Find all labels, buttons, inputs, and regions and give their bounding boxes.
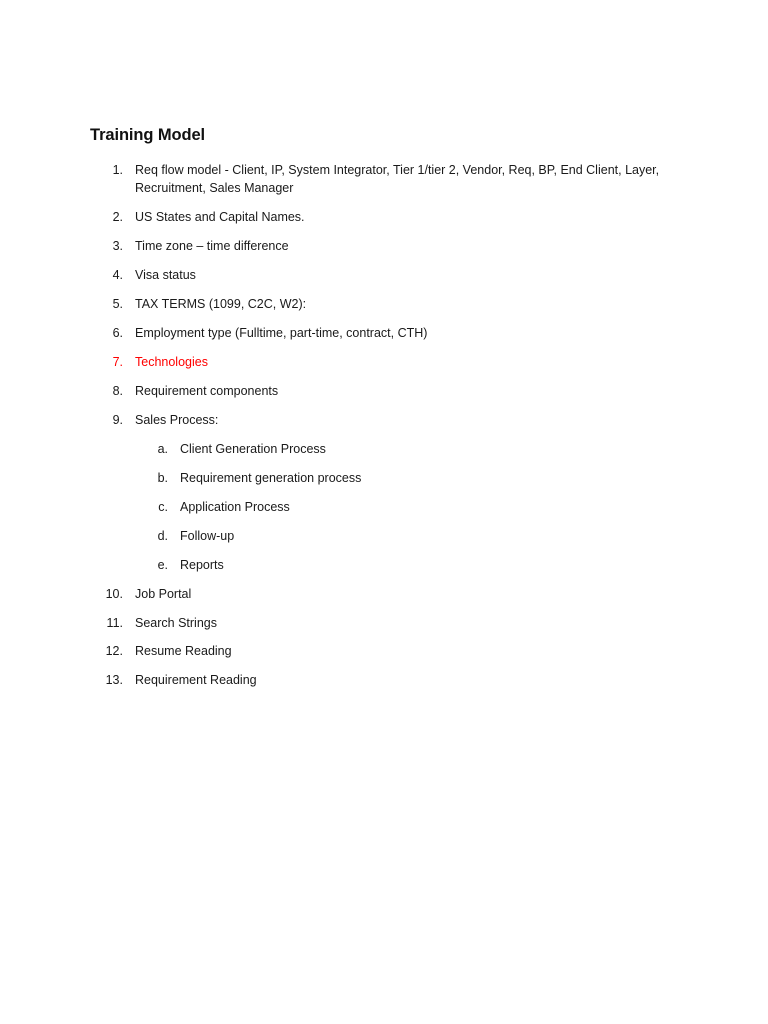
list-item bbox=[101, 324, 701, 342]
list-item-text: Requirement Reading bbox=[135, 673, 257, 687]
list-item-number: 5. bbox=[112, 297, 123, 311]
sub-list-item-text: Client Generation Process bbox=[180, 442, 326, 456]
list-item-highlighted bbox=[101, 353, 701, 371]
list-item bbox=[101, 642, 701, 660]
sub-list-item-text: Reports bbox=[180, 558, 224, 572]
sub-list-item-text: Requirement generation process bbox=[180, 471, 362, 485]
list-item-text: Req flow model - Client, IP, System Integrator, Tier 1/tier 2, Vendor, Req, BP, End Client, Layer, bbox=[135, 163, 660, 177]
list-item bbox=[101, 161, 701, 197]
list-item bbox=[101, 237, 701, 255]
sub-list-item-letter: e. bbox=[157, 558, 168, 572]
list-item bbox=[101, 585, 701, 603]
list-item-number: 3. bbox=[112, 239, 123, 253]
list-item-text: Visa status bbox=[135, 268, 196, 282]
sub-list-item-letter: c. bbox=[158, 500, 168, 514]
list-item-number: 7. bbox=[112, 355, 123, 369]
list-item-text: Employment type (Fulltime, part-time, contract, CTH) bbox=[135, 326, 428, 340]
list-item-text: TAX TERMS (1099, C2C, W2): bbox=[135, 297, 307, 311]
list-item-text: Requirement components bbox=[135, 384, 279, 398]
list-item-number: 12. bbox=[105, 644, 123, 658]
sub-list-item bbox=[146, 527, 646, 545]
list-item-text: US States and Capital Names. bbox=[135, 210, 305, 224]
sub-list-item-text: Application Process bbox=[180, 500, 290, 514]
list-item bbox=[101, 411, 701, 429]
list-item-text: Search Strings bbox=[135, 616, 217, 630]
sub-list-item bbox=[146, 556, 646, 574]
sub-list-item bbox=[146, 440, 646, 458]
document-title: Training Model bbox=[90, 126, 206, 144]
list-item-text: Time zone – time difference bbox=[135, 239, 289, 253]
sub-list-item-letter: b. bbox=[157, 471, 168, 485]
list-item-number: 8. bbox=[112, 384, 123, 398]
list-item-number: 13. bbox=[105, 673, 123, 687]
list-item bbox=[101, 208, 701, 226]
list-item bbox=[101, 614, 701, 632]
list-item-number: 6. bbox=[112, 326, 123, 340]
sub-list-item-letter: d. bbox=[157, 529, 168, 543]
list-item-number: 11. bbox=[106, 616, 123, 630]
list-item-text: Sales Process: bbox=[135, 413, 219, 427]
list-item-text-continued: Recruitment, Sales Manager bbox=[135, 181, 294, 195]
list-item-text: Technologies bbox=[135, 355, 208, 369]
list-item-number: 1. bbox=[112, 163, 123, 177]
list-item-number: 4. bbox=[112, 268, 123, 282]
sub-list-item bbox=[146, 469, 646, 487]
list-item-number: 10. bbox=[105, 587, 123, 601]
list-item-number: 2. bbox=[112, 210, 123, 224]
sub-list-item-letter: a. bbox=[157, 442, 168, 456]
list-item-number: 9. bbox=[112, 413, 123, 427]
list-item bbox=[101, 295, 701, 313]
list-item bbox=[101, 382, 701, 400]
list-item-text: Job Portal bbox=[135, 587, 192, 601]
sub-list-item bbox=[146, 498, 646, 516]
list-item bbox=[101, 671, 701, 689]
list-item-text: Resume Reading bbox=[135, 644, 232, 658]
sub-list-item-text: Follow-up bbox=[180, 529, 235, 543]
list-item bbox=[101, 266, 701, 284]
